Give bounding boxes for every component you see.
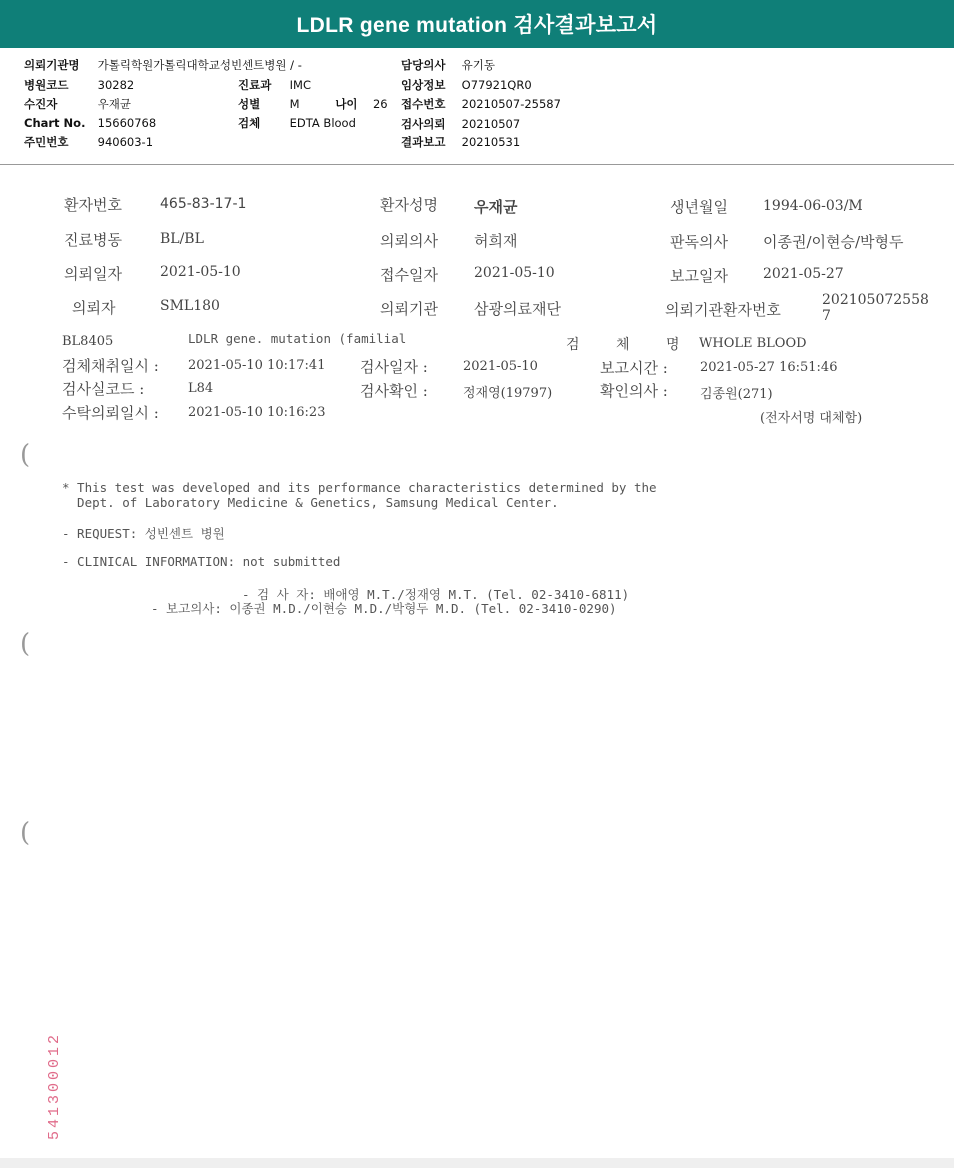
confirm-value: 정재영(19797) bbox=[463, 386, 553, 401]
note-clinical: - CLINICAL INFORMATION: not submitted bbox=[62, 554, 341, 569]
test-code: BL8405 bbox=[62, 334, 114, 349]
header-specimen: 검체 EDTA Blood bbox=[238, 116, 356, 130]
institution-patient-no-value-wrap: 7 bbox=[822, 308, 831, 324]
header-patient-name: 수진자 우재균 bbox=[24, 97, 131, 111]
request-date-label: 의뢰일자 bbox=[64, 265, 122, 283]
consign-value: 2021-05-10 10:16:23 bbox=[188, 405, 326, 420]
patient-no-value: 465-83-17-1 bbox=[160, 196, 247, 212]
lab-code-label: 검사실코드 : bbox=[62, 380, 145, 398]
patient-name-label: 환자성명 bbox=[380, 196, 438, 214]
note-reporter: - 보고의사: 이종권 M.D./이현승 M.D./박형두 M.D. (Tel. 02-3410-0290) bbox=[151, 601, 617, 616]
confirm-label: 검사확인 : bbox=[360, 382, 428, 400]
patient-name-value: 우재균 bbox=[474, 198, 518, 216]
test-name: LDLR gene. mutation (familial bbox=[188, 331, 407, 346]
test-date-value: 2021-05-10 bbox=[463, 359, 538, 374]
header-request-date: 검사의뢰 20210507 bbox=[401, 117, 521, 131]
receipt-date-label: 접수일자 bbox=[380, 266, 438, 284]
punch-hole-icon: ( bbox=[20, 818, 31, 848]
header-resident-no: 주민번호 940603-1 bbox=[24, 135, 154, 149]
report-title: LDLR gene mutation 검사결과보고서 bbox=[0, 0, 954, 48]
requester-value: SML180 bbox=[160, 298, 220, 314]
electronic-signature-note: (전자서명 대체함) bbox=[760, 411, 863, 426]
institution-patient-no-label: 의뢰기관환자번호 bbox=[665, 301, 781, 319]
requester-label: 의뢰자 bbox=[72, 299, 116, 317]
report-time-value: 2021-05-27 16:51:46 bbox=[700, 360, 838, 375]
ward-label: 진료병동 bbox=[64, 231, 122, 249]
side-document-number: 541300012 bbox=[46, 1031, 63, 1140]
note-line-1: * This test was developed and its performance characteristics determined by the bbox=[62, 480, 657, 495]
header-sex: 성별 M 나이 26 bbox=[238, 97, 388, 111]
header-receipt-no: 접수번호 20210507-25587 bbox=[401, 97, 561, 111]
referring-doctor-value: 허희재 bbox=[474, 232, 518, 250]
referring-doctor-label: 의뢰의사 bbox=[380, 232, 438, 250]
reading-doctor-label: 판독의사 bbox=[670, 233, 728, 251]
institution-patient-no-value: 202105072558 bbox=[822, 292, 929, 308]
requesting-institution-value: 삼광의료재단 bbox=[474, 300, 561, 318]
patient-no-label: 환자번호 bbox=[64, 196, 122, 214]
specimen-label: 검 체 명 bbox=[566, 337, 696, 353]
request-date-value: 2021-05-10 bbox=[160, 264, 241, 280]
report-date-value: 2021-05-27 bbox=[763, 266, 844, 282]
header-hospital-code: 병원코드 30282 bbox=[24, 78, 135, 92]
header-institution: 의뢰기관명 가톨릭학원가톨릭대학교성빈센트병원 / - bbox=[24, 58, 302, 72]
birthdate-value: 1994-06-03/M bbox=[763, 198, 863, 214]
report-time-label: 보고시간 : bbox=[600, 359, 668, 377]
header-report-date: 결과보고 20210531 bbox=[401, 135, 521, 149]
test-date-label: 검사일자 : bbox=[360, 358, 428, 376]
consign-label: 수탁의뢰일시 : bbox=[62, 404, 159, 422]
note-line-2: Dept. of Laboratory Medicine & Genetics, Samsung Medical Center. bbox=[62, 495, 559, 510]
collect-label: 검체채취일시 : bbox=[62, 357, 159, 375]
note-request: - REQUEST: 성빈센트 병원 bbox=[62, 526, 225, 541]
punch-hole-icon: ( bbox=[20, 440, 31, 470]
bottom-strip bbox=[0, 1158, 954, 1168]
note-tester: - 검 사 자: 배애영 M.T./정재영 M.T. (Tel. 02-3410-6811) bbox=[242, 587, 630, 602]
lab-code-value: L84 bbox=[188, 381, 214, 396]
punch-hole-icon: ( bbox=[20, 629, 31, 659]
requesting-institution-label: 의뢰기관 bbox=[380, 300, 438, 318]
confirm-doctor-label: 확인의사 : bbox=[600, 382, 668, 400]
reading-doctor-value: 이종권/이현승/박형두 bbox=[763, 233, 904, 251]
header-doctor: 담당의사 유기동 bbox=[401, 58, 495, 72]
ward-value: BL/BL bbox=[160, 231, 204, 247]
confirm-doctor-value: 김종원(271) bbox=[700, 387, 773, 402]
header-chart-no: Chart No. 15660768 bbox=[24, 116, 157, 130]
collect-value: 2021-05-10 10:17:41 bbox=[188, 358, 326, 373]
header-department: 진료과 IMC bbox=[238, 78, 311, 92]
header-divider bbox=[0, 164, 954, 165]
birthdate-label: 생년월일 bbox=[670, 198, 728, 216]
header-clinical-info: 임상정보 O77921QR0 bbox=[401, 78, 532, 92]
specimen-value: WHOLE BLOOD bbox=[699, 336, 807, 351]
receipt-date-value: 2021-05-10 bbox=[474, 265, 555, 281]
report-date-label: 보고일자 bbox=[670, 267, 728, 285]
